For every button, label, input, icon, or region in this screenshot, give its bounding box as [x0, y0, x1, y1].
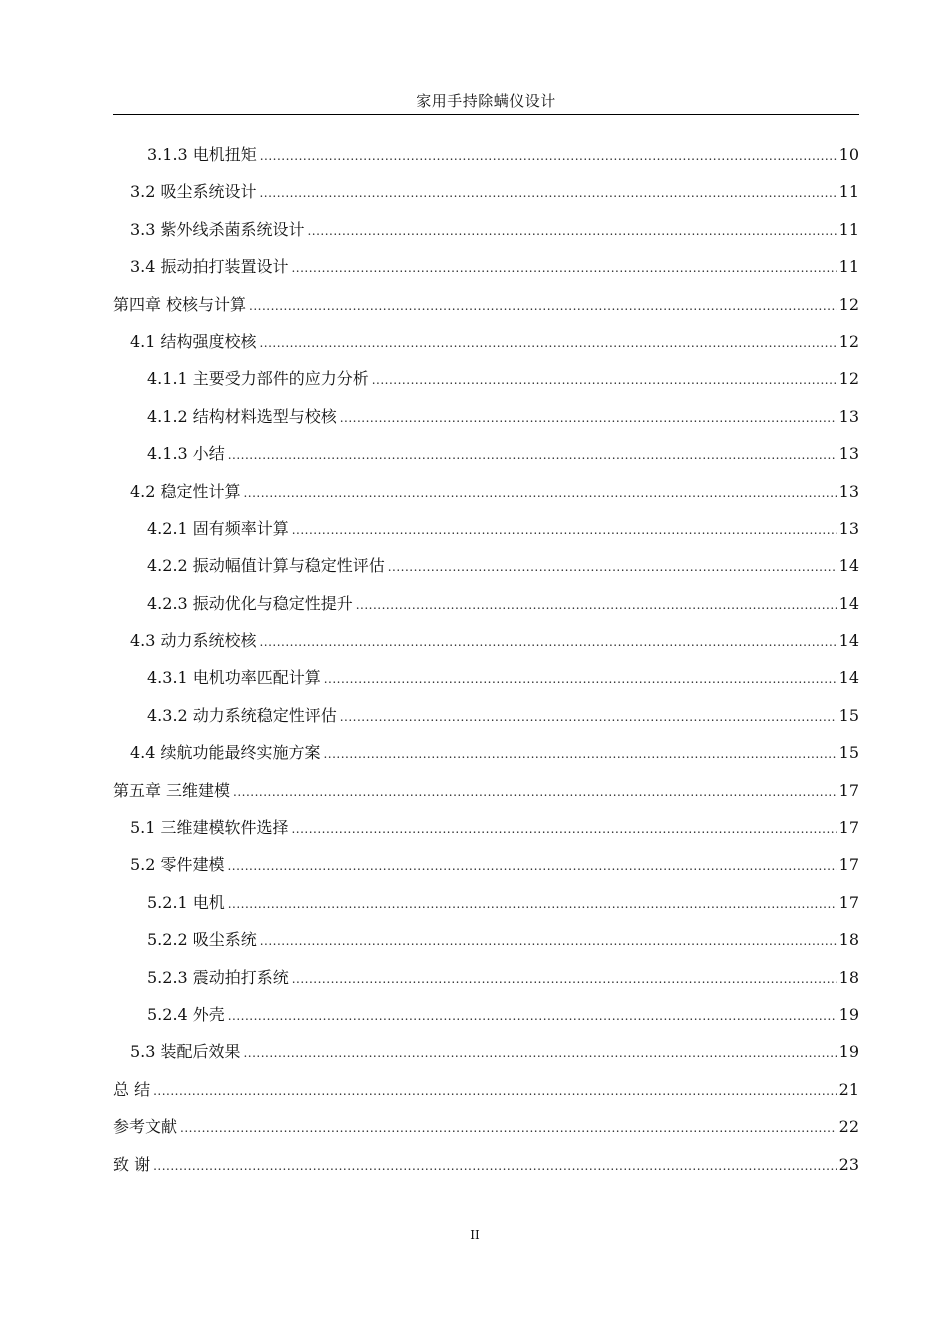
- toc-entry-title: 吸尘系统: [192, 930, 257, 950]
- toc-entry[interactable]: [113, 772, 859, 809]
- toc-entry-page: 12: [838, 294, 859, 314]
- toc-dot-leader: [260, 923, 837, 960]
- toc-entry-number: 4.2: [130, 481, 156, 501]
- toc-dot-leader: [227, 848, 836, 885]
- toc-dot-leader: [291, 811, 836, 848]
- toc-entry[interactable]: [113, 585, 859, 622]
- toc-entry-page: 13: [838, 481, 859, 501]
- toc-entry-page: 17: [838, 818, 859, 838]
- toc-entry-title: 振动拍打装置设计: [160, 257, 289, 277]
- toc-entry-number: 5.1: [130, 818, 156, 838]
- toc-entry-page: 14: [838, 631, 859, 651]
- toc-entry-title: 外壳: [192, 1004, 225, 1024]
- toc-dot-leader: [259, 325, 836, 362]
- toc-entry[interactable]: [113, 1033, 859, 1070]
- toc-entry[interactable]: [113, 286, 859, 323]
- toc-entry-number: 3.1.3: [147, 145, 188, 164]
- toc-entry-title: 电机扭矩: [192, 145, 257, 164]
- toc-entry[interactable]: [113, 173, 859, 210]
- toc-entry-number: 4.1: [130, 331, 156, 351]
- toc-entry-title: 动力系统校核: [160, 631, 257, 651]
- toc-dot-leader: [259, 175, 836, 212]
- page-footer: [0, 1228, 950, 1242]
- toc-entry[interactable]: [113, 959, 859, 996]
- toc-dot-leader: [356, 587, 837, 624]
- toc-entry[interactable]: [113, 435, 859, 472]
- toc-dot-leader: [243, 1035, 836, 1072]
- page-number: II: [470, 1228, 480, 1242]
- toc-entry[interactable]: [113, 622, 859, 659]
- toc-entry-number: 5.2.1: [147, 892, 188, 912]
- toc-entry-page: 22: [838, 1117, 859, 1137]
- toc-entry[interactable]: [113, 846, 859, 883]
- toc-entry-title: 校核与计算: [166, 294, 247, 314]
- toc-dot-leader: [259, 624, 836, 661]
- toc-entry-page: 11: [838, 219, 859, 239]
- toc-entry-title: 振动幅值计算与稳定性评估: [192, 556, 385, 576]
- toc-entry-title: 动力系统稳定性评估: [192, 705, 337, 725]
- toc-entry-title: 震动拍打系统: [192, 967, 289, 987]
- toc-entry-number: 4.2.2: [147, 556, 188, 576]
- toc-entry-number: 3.2: [130, 182, 156, 202]
- toc-entry-title: 结构强度校核: [160, 331, 257, 351]
- toc-entry-title: 小结: [192, 444, 225, 464]
- toc-entry[interactable]: [113, 360, 859, 397]
- toc-dot-leader: [291, 250, 836, 287]
- toc-dot-leader: [372, 362, 837, 399]
- toc-entry-title: 装配后效果: [160, 1042, 241, 1062]
- toc-entry-page: 11: [838, 257, 859, 277]
- toc-entry-page: 17: [838, 892, 859, 912]
- toc-entry-title: 续航功能最终实施方案: [160, 743, 321, 763]
- toc-entry[interactable]: [113, 473, 859, 510]
- toc-dot-leader: [260, 138, 837, 175]
- page-header: [113, 90, 859, 115]
- toc-entry-title: 电机: [192, 892, 225, 912]
- toc-entry-title: 稳定性计算: [160, 481, 241, 501]
- toc-entry[interactable]: [113, 211, 859, 248]
- toc-entry[interactable]: [113, 734, 859, 771]
- toc-entry-page: 14: [838, 668, 859, 688]
- toc-entry[interactable]: [113, 697, 859, 734]
- table-of-contents: [113, 136, 859, 1183]
- toc-entry-number: 4.1.3: [147, 444, 188, 464]
- toc-entry[interactable]: [113, 809, 859, 846]
- toc-dot-leader: [292, 512, 837, 549]
- toc-entry-number: 4.2.3: [147, 593, 188, 613]
- toc-entry-title: 电机功率匹配计算: [192, 668, 321, 688]
- toc-dot-leader: [228, 437, 837, 474]
- toc-dot-leader: [153, 1148, 837, 1185]
- toc-entry[interactable]: [113, 323, 859, 360]
- toc-entry-number: 4.3.2: [147, 705, 188, 725]
- toc-entry-page: 14: [838, 556, 859, 576]
- toc-entry-number: 3.4: [130, 257, 156, 277]
- toc-entry-page: 13: [838, 406, 859, 426]
- toc-entry-number: 第五章: [113, 780, 162, 800]
- toc-entry[interactable]: [113, 547, 859, 584]
- toc-dot-leader: [233, 774, 837, 811]
- toc-entry-title: 零件建模: [160, 855, 225, 875]
- toc-entry-number: 4.1.1: [147, 369, 188, 389]
- toc-entry-title: 结构材料选型与校核: [192, 406, 337, 426]
- toc-entry-title: 三维建模: [166, 780, 231, 800]
- toc-entry-page: 12: [838, 331, 859, 351]
- toc-entry-number: 第四章: [113, 294, 162, 314]
- toc-entry-page: 10: [838, 145, 859, 164]
- toc-entry[interactable]: [113, 659, 859, 696]
- toc-dot-leader: [228, 886, 837, 923]
- toc-entry[interactable]: [113, 248, 859, 285]
- toc-entry-title: 吸尘系统设计: [160, 182, 257, 202]
- toc-entry-title: 总 结: [113, 1079, 151, 1099]
- toc-dot-leader: [243, 475, 836, 512]
- toc-dot-leader: [180, 1110, 837, 1147]
- toc-entry[interactable]: [113, 996, 859, 1033]
- toc-dot-leader: [307, 213, 836, 250]
- toc-entry-number: 3.3: [130, 219, 156, 239]
- toc-entry-page: 14: [838, 593, 859, 613]
- toc-entry-number: 4.2.1: [147, 518, 188, 538]
- toc-entry[interactable]: [113, 1146, 859, 1183]
- toc-entry[interactable]: [113, 136, 859, 173]
- toc-entry-page: 13: [838, 444, 859, 464]
- toc-entry[interactable]: [113, 510, 859, 547]
- toc-entry-page: 13: [838, 518, 859, 538]
- toc-entry-number: 5.3: [130, 1042, 156, 1062]
- toc-entry-number: 4.3: [130, 631, 156, 651]
- toc-dot-leader: [324, 661, 837, 698]
- toc-entry[interactable]: [113, 884, 859, 921]
- header-title: 家用手持除螨仪设计: [416, 92, 556, 110]
- toc-entry-page: 11: [838, 182, 859, 202]
- toc-entry-page: 19: [838, 1004, 859, 1024]
- toc-entry-number: 4.1.2: [147, 406, 188, 426]
- toc-dot-leader: [228, 998, 837, 1035]
- toc-entry-title: 参考文献: [113, 1117, 178, 1137]
- toc-entry-page: 15: [838, 743, 859, 763]
- toc-entry-page: 19: [838, 1042, 859, 1062]
- toc-entry[interactable]: [113, 1071, 859, 1108]
- toc-dot-leader: [323, 736, 836, 773]
- toc-entry-page: 17: [838, 855, 859, 875]
- toc-entry-number: 4.4: [130, 743, 156, 763]
- toc-entry-number: 5.2.4: [147, 1004, 188, 1024]
- toc-entry-page: 18: [838, 967, 859, 987]
- toc-dot-leader: [292, 961, 837, 998]
- toc-entry[interactable]: [113, 921, 859, 958]
- toc-entry-number: 5.2: [130, 855, 156, 875]
- toc-entry-title: 致 谢: [113, 1154, 151, 1174]
- toc-entry-title: 振动优化与稳定性提升: [192, 593, 353, 613]
- toc-entry-page: 12: [838, 369, 859, 389]
- toc-entry-number: 5.2.3: [147, 967, 188, 987]
- toc-entry-title: 主要受力部件的应力分析: [192, 369, 369, 389]
- toc-entry-page: 18: [838, 930, 859, 950]
- toc-entry-page: 15: [838, 705, 859, 725]
- toc-dot-leader: [340, 699, 837, 736]
- toc-entry-title: 固有频率计算: [192, 518, 289, 538]
- toc-entry-page: 21: [838, 1079, 859, 1099]
- toc-entry[interactable]: [113, 398, 859, 435]
- toc-dot-leader: [340, 400, 837, 437]
- toc-entry-page: 17: [838, 780, 859, 800]
- toc-entry-number: 4.3.1: [147, 668, 188, 688]
- toc-dot-leader: [153, 1073, 837, 1110]
- toc-entry-number: 5.2.2: [147, 930, 188, 950]
- toc-entry-title: 三维建模软件选择: [160, 818, 289, 838]
- toc-entry-page: 23: [838, 1154, 859, 1174]
- toc-dot-leader: [249, 288, 837, 325]
- toc-dot-leader: [388, 549, 837, 586]
- toc-entry[interactable]: [113, 1108, 859, 1145]
- toc-entry-title: 紫外线杀菌系统设计: [160, 219, 305, 239]
